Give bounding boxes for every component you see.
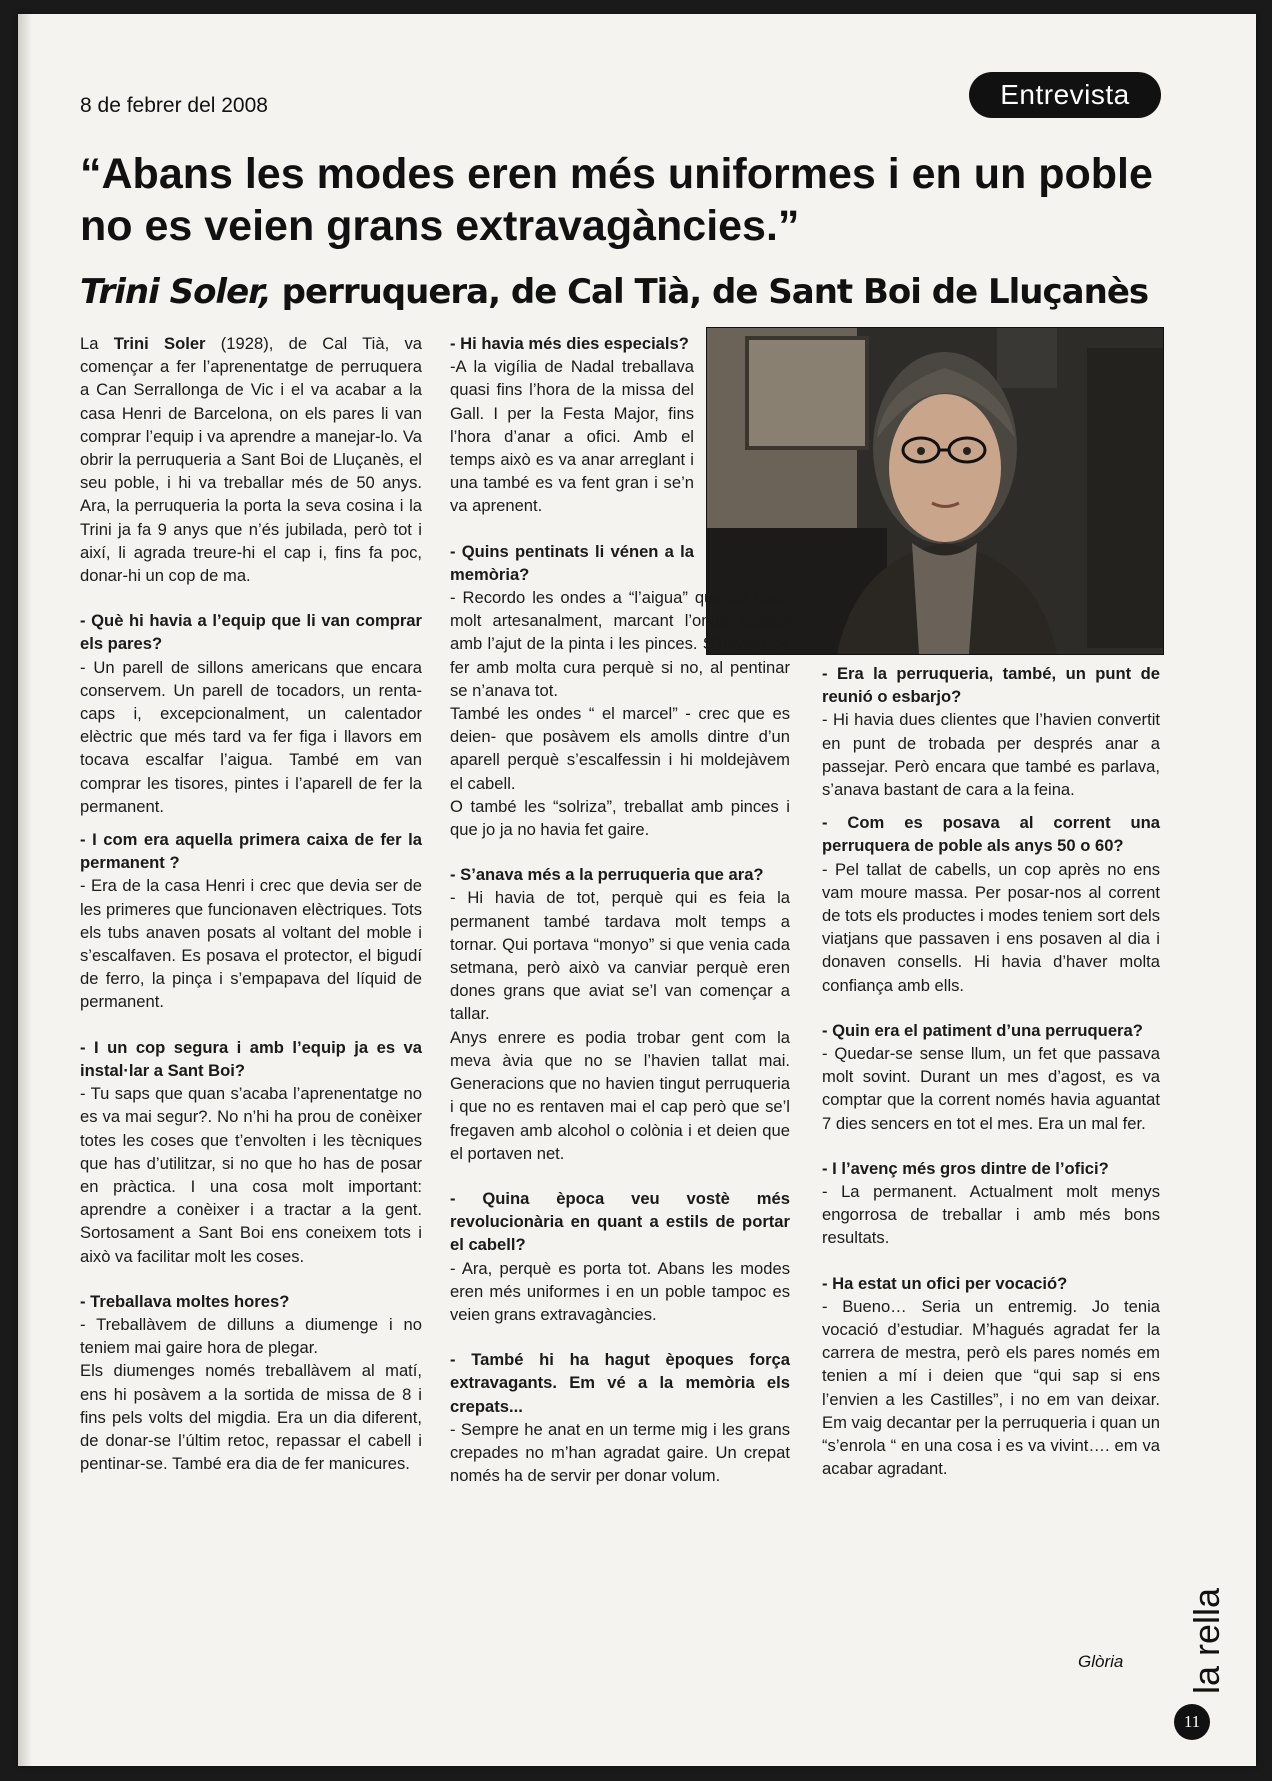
qa-block xyxy=(822,811,1160,997)
issue-date: 8 de febrer del 2008 xyxy=(80,94,268,117)
answer: - La permanent. Actualment molt menys engorrosa de treballar i amb més bons resultats. xyxy=(822,1182,1160,1248)
qa-block xyxy=(450,1348,790,1487)
qa-block xyxy=(450,332,790,518)
article-column-1 xyxy=(80,332,422,1475)
magazine-page xyxy=(18,14,1256,1766)
qa-block xyxy=(80,609,422,818)
article-column-2 xyxy=(450,332,790,1487)
answer: -A la vigília de Nadal treballava quasi fins l’hora de la missa del Gall. I per la Festa Major, fins l’hora d’anar a ofici. Amb el temps això es va anar arreglant i una també es va fent gran i se’n va aprenent. xyxy=(450,357,694,516)
qa-block xyxy=(822,1157,1160,1250)
answer: - Treballàvem de dilluns a diumenge i no teniem mai gaire hora de plegar. xyxy=(80,1314,422,1358)
question: - Ha estat un ofici per vocació? xyxy=(822,1273,1068,1293)
question: - I com era aquella primera caixa de fer la permanent ? xyxy=(80,830,422,873)
qa-block xyxy=(450,1187,790,1326)
answer: - Recordo les ondes a “l’aigua” que es feien molt artesanalment, marcant l’onda només amb l’ajut de la pinta i les pinces. S’havien de fer amb molta cura perquè si no, al pentinar se n’anava tot. xyxy=(450,588,790,700)
question: - Treballava moltes hores? xyxy=(80,1291,290,1311)
answer: O també les “solriza”, treballat amb pinces i que jo ja no havia fet gaire. xyxy=(450,796,790,840)
question: - Què hi havia a l’equip que li van comprar els pares? xyxy=(80,611,422,654)
answer: - Sempre he anat en un terme mig i les grans crepades no m’han agradat gaire. Un crepat només ha de servir per donar volum. xyxy=(450,1419,790,1486)
answer: - Quedar-se sense llum, un fet que passava molt sovint. Durant un mes d’agost, es va comptar que la corrent només havia aguantat 7 dies sencers en tot el mes. Era un mal fer. xyxy=(822,1044,1160,1133)
subhead-name: Trini Soler, xyxy=(80,272,271,312)
author-byline: Glòria xyxy=(1078,1652,1124,1671)
question: - Quina època veu vostè més revolucionària en quant a estils de portar el cabell? xyxy=(450,1188,790,1255)
question: - Quin era el patiment d’una perruquera? xyxy=(822,1020,1143,1040)
answer: - Hi havia de tot, perquè qui es feia la permanent també tardava molt temps a tornar. Qui portava “monyo” si que venia cada setmana, però això va canviar perquè eren dones grans que aviat se’l van començar a tallar. xyxy=(450,888,790,1024)
section-badge: Entrevista xyxy=(969,72,1161,118)
page-number-badge: 11 xyxy=(1174,1704,1210,1740)
article-column-3 xyxy=(822,662,1160,1481)
qa-block xyxy=(450,863,790,1165)
question: - I un cop segura i amb l’equip ja es va instal·lar a Sant Boi? xyxy=(80,1037,422,1080)
answer: - Un parell de sillons americans que encara conservem. Un parell de tocadors, un renta-caps i, excepcionalment, un calentador elèctric que més tard va fer figa i llavors em tocava escalfar l’aigua. També em van comprar les tisores, pintes i l’aparell de fer la permanent. xyxy=(80,657,422,816)
answer: - Pel tallat de cabells, un cop après no ens vam moure massa. Per posar-nos al corrent de tots els productes i modes teniem sort dels viatjans que passaven i ens posaven al dia i donaven consells. Hi havia d’haver molta confiança amb ells. xyxy=(822,859,1160,995)
answer: També les ondes “ el marcel” - crec que es deien- que posàvem els amolls dintre d’un aparell perquè s’escalfessin i hi moldejàvem el cabell. xyxy=(450,704,790,793)
subhead-description: perruquera, de Cal Tià, de Sant Boi de Lluçanès xyxy=(270,272,1149,312)
answer: - Bueno… Seria un entremig. Jo tenia vocació d’estudiar. M’hagués agradat fer la carrera de mestra, però els pares només em tenien a mí i deien que “qui sap si ens l’envien a les Castilles”, i no em van deixar. Em vaig decantar per la perruqueria i quan un “s’enrola “ en una cosa i es va vivint…. em va acabar agradant. xyxy=(822,1296,1160,1479)
question: - Com es posava al corrent una perruquera de poble als anys 50 o 60? xyxy=(822,813,1160,856)
answer: - Hi havia dues clientes que l’havien convertit en punt de trobada per després anar a passejar. Però encara que també es parlava, s’anava bastant de cara a la feina. xyxy=(822,710,1160,800)
question: - S’anava més a la perruqueria que ara? xyxy=(450,865,764,885)
page-spine-shadow xyxy=(18,14,32,1766)
answer: Els diumenges només treballàvem al matí, ens hi posàvem a la sortida de missa de 8 i fins pels volts del migdia. Era un dia diferent, de donar-se l’últim retoc, repassar el cabell i pentinar-se. També era dia de fer manicures. xyxy=(80,1361,422,1474)
qa-block xyxy=(822,662,1160,801)
question: - També hi ha hagut èpoques força extravagants. Em vé a la memòria els crepats... xyxy=(450,1350,790,1416)
subheadline xyxy=(80,272,1160,312)
qa-block xyxy=(822,1019,1160,1135)
intro-name: Trini Soler xyxy=(113,334,206,353)
qa-block xyxy=(822,1272,1160,1481)
qa-block xyxy=(80,1036,422,1268)
qa-block xyxy=(80,828,422,1014)
question: - I l’avenç més gros dintre de l’ofici? xyxy=(822,1158,1109,1178)
magazine-brand: la rella xyxy=(1186,1587,1227,1694)
answer: Anys enrere es podia trobar gent com la meva àvia que no se l’havien tallat mai. Generacions que no havien tingut perruqueria i que no es rentaven mai el cap però que se’l fregaven amb alcohol o colònia i et deien que el portaven net. xyxy=(450,1027,790,1163)
qa-block xyxy=(450,540,790,842)
qa-block xyxy=(80,1290,422,1476)
headline: “Abans les modes eren més uniformes i en un poble no es veien grans extravagàncies.” xyxy=(80,150,1153,250)
intro-paragraph: La Trini Soler (1928), de Cal Tià, va començar a fer l’aprenentatge de perruquera a Can Serrallonga de Vic i el va acabar a la casa Henri de Barcelona, on els pares li van comprar l’equip i va aprendre a manejar-lo. Va obrir la perruqueria a Sant Boi de Lluçanès, el seu poble, i hi va treballar més de 50 anys. Ara, la perruqueria la porta la seva cosina i la Trini ja fa 9 anys que n’és jubilada, però tot i així, li agrada treure-hi el cap i, fins fa poc, donar-hi un cop de ma. xyxy=(80,334,422,586)
answer: - Ara, perquè es porta tot. Abans les modes eren més uniformes i en un poble tampoc es veien grans extravagàncies. xyxy=(450,1258,790,1324)
question: - Era la perruqueria, també, un punt de reunió o esbarjo? xyxy=(822,664,1160,707)
answer: - Tu saps que quan s’acaba l’aprenentatge no es va mai segur?. No n’hi ha prou de conèixer totes les coses que t’envolten i les tècniques que has d’utilitzar, si no que ho has de posar en pràctica. I una cosa molt important: aprendre a conèixer i a tractar a la gent. Sortosament a Sant Boi ens coneixem tots i això va facilitar molt les coses. xyxy=(80,1084,422,1266)
answer: - Era de la casa Henri i crec que devia ser de les primeres que funcionaven elèctriques. Tots els tubs anaven posats al voltant del moble i s’escalfaven. Es posava el protector, el bigudí de ferro, la pinça i s’empapava del líquid de permanent. xyxy=(80,876,422,1012)
question: - Hi havia més dies especials? xyxy=(450,334,689,353)
question: - Quins pentinats li vénen a la memòria? xyxy=(450,541,694,584)
